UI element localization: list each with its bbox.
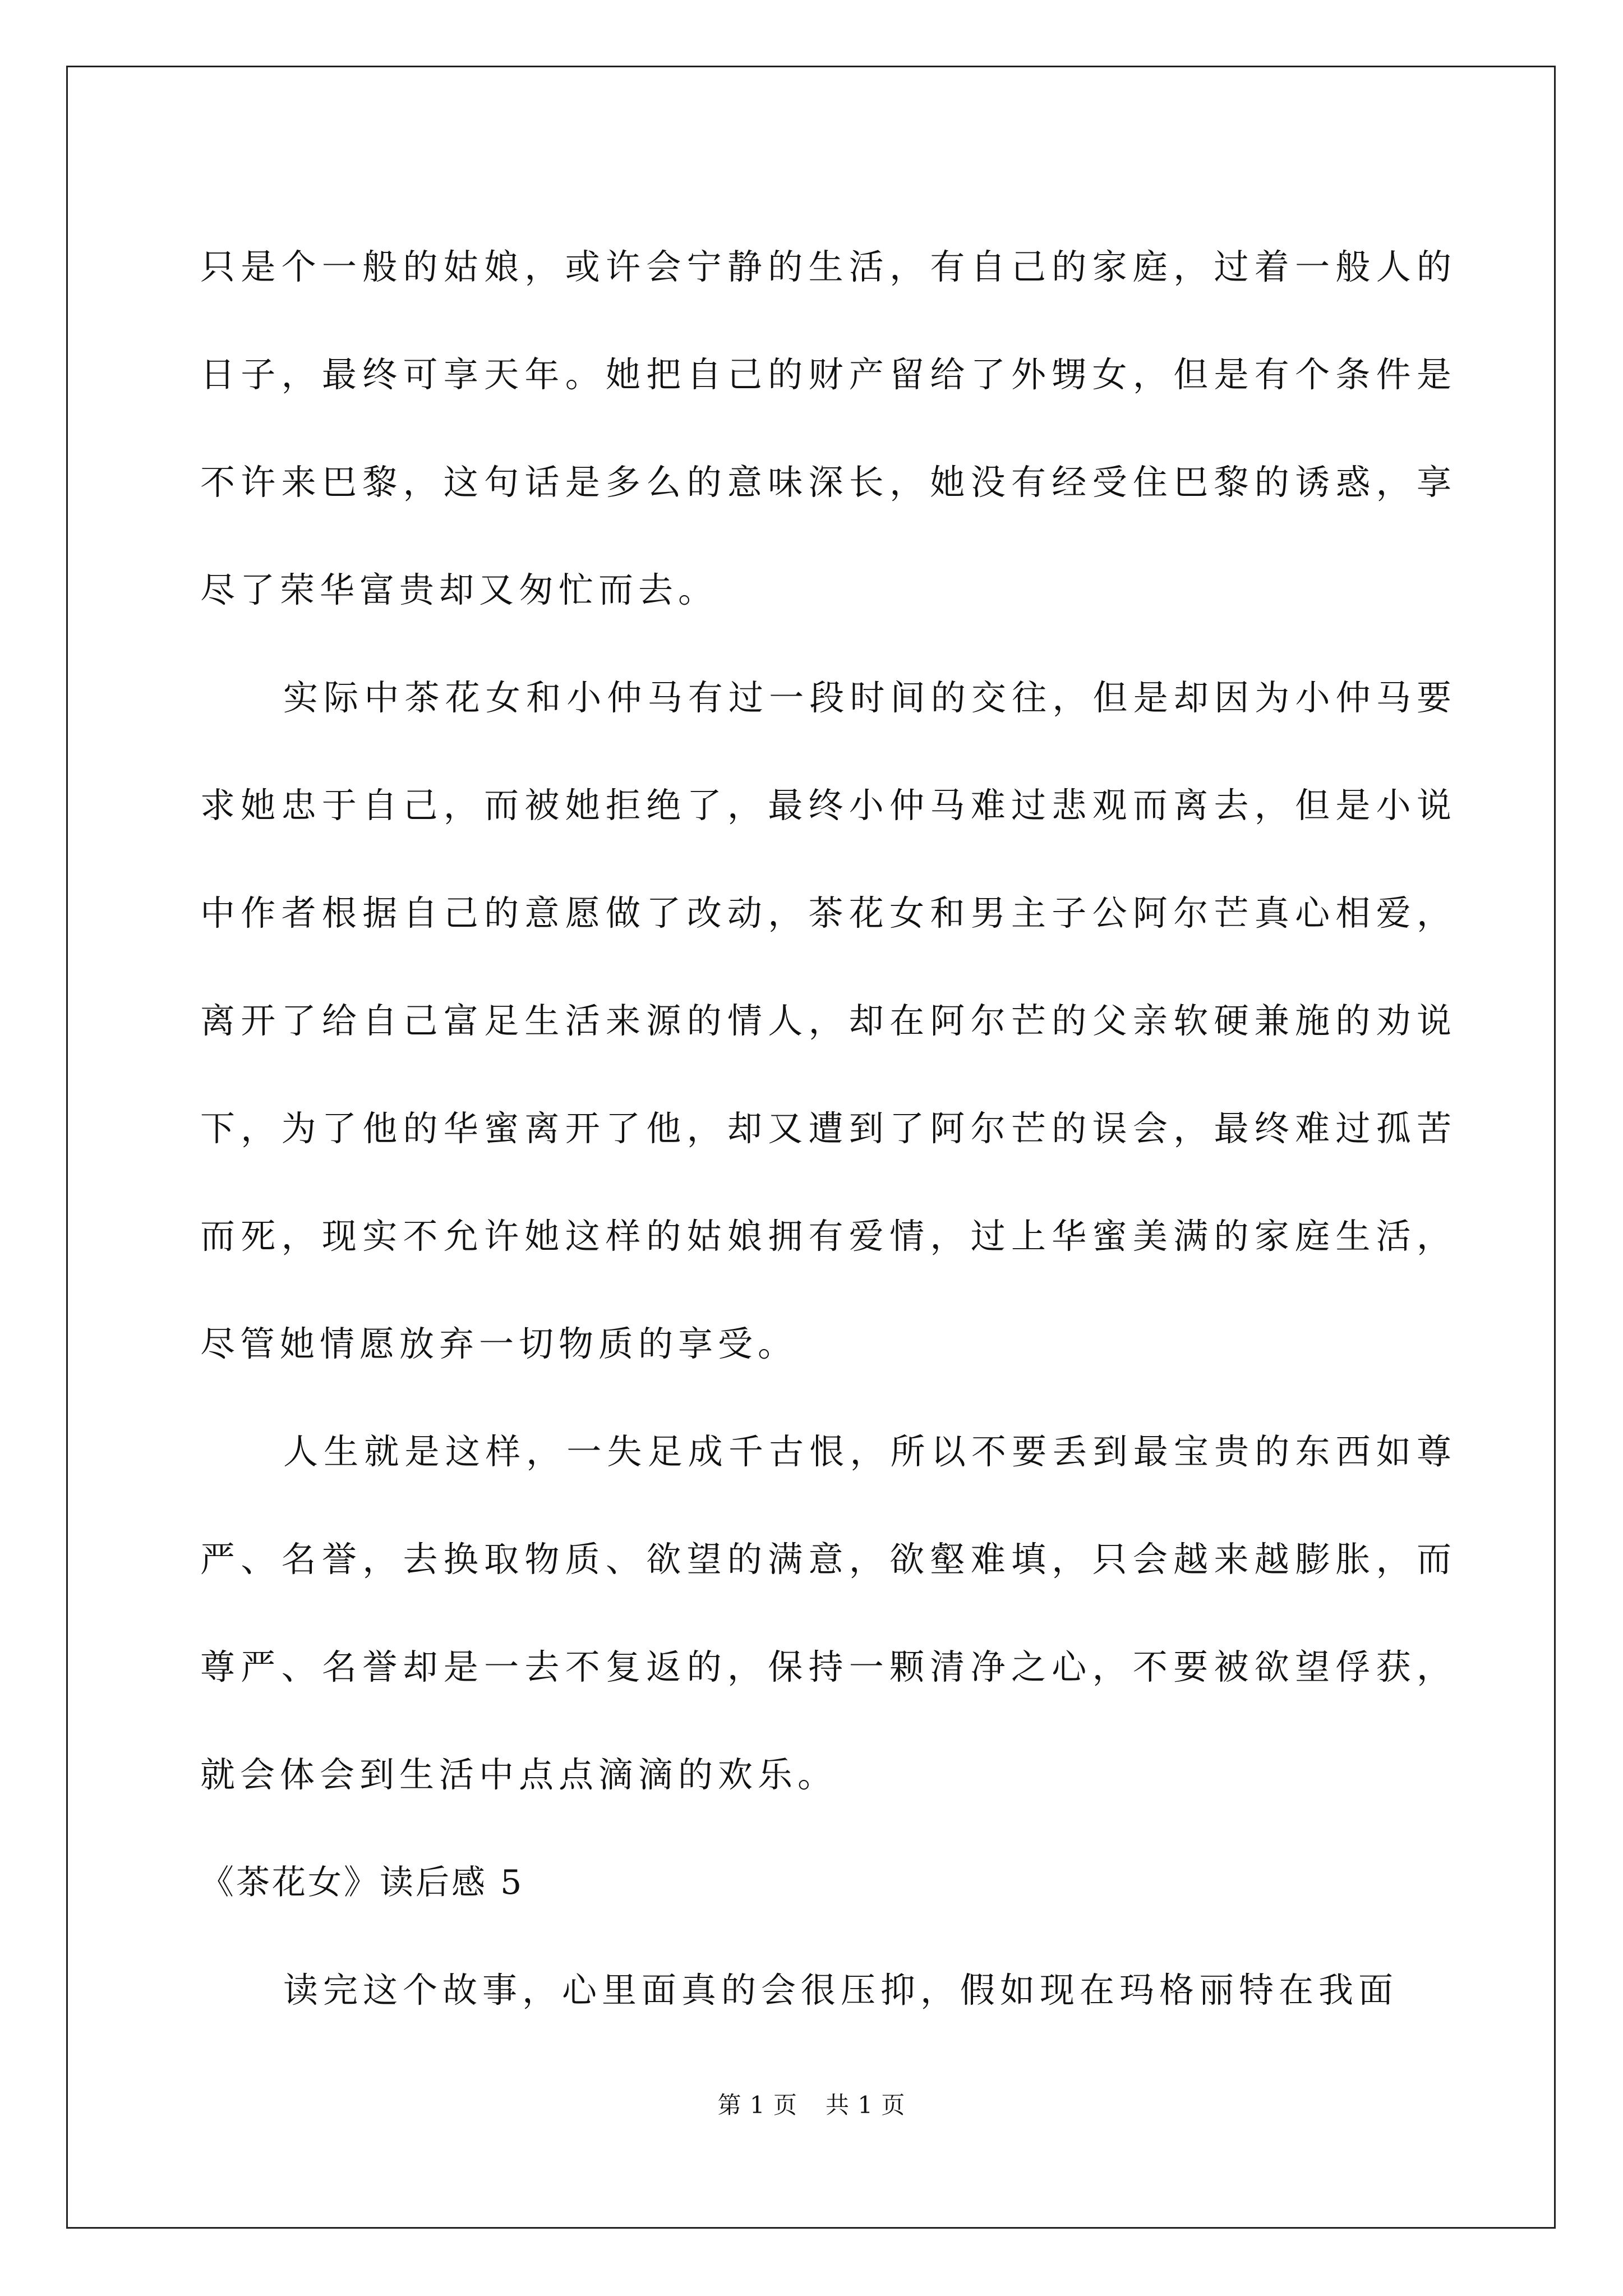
paragraph-3: 人生就是这样，一失足成千古恨，所以不要丢到最宝贵的东西如尊严、名誉，去换取物质、欲望的满意，欲壑难填，只会越来越膨胀，而尊严、名誉却是一去不复返的，保持一颗清净之心，不要被欲望俘获，就会体会到生活中点点滴滴的欢乐。	[200, 1431, 1456, 1795]
page-total: 共 1 页	[826, 2091, 906, 2119]
page-number: 第 1 页	[717, 2091, 797, 2119]
page-footer	[0, 2087, 1623, 2120]
paragraph-1: 只是个一般的姑娘，或许会宁静的生活，有自己的家庭，过着一般人的日子，最终可享天年。她把自己的财产留给了外甥女，但是有个条件是不许来巴黎，这句话是多么的意味深长，她没有经受住巴黎的诱惑，享尽了荣华富贵却又匆忙而去。	[200, 246, 1456, 610]
document-body	[200, 213, 1456, 2044]
paragraph-2: 实际中茶花女和小仲马有过一段时间的交往，但是却因为小仲马要求她忠于自己，而被她拒绝了，最终小仲马难过悲观而离去，但是小说中作者根据自己的意愿做了改动，茶花女和男主子公阿尔芒真心相爱，离开了给自己富足生活来源的情人，却在阿尔芒的父亲软硬兼施的劝说下，为了他的华蜜离开了他，却又遭到了阿尔芒的误会，最终难过孤苦而死，现实不允许她这样的姑娘拥有爱情，过上华蜜美满的家庭生活，尽管她情愿放弃一切物质的享受。	[200, 677, 1456, 1364]
paragraph-4: 读完这个故事，心里面真的会很压抑，假如现在玛格丽特在我面	[283, 1970, 1399, 2010]
section-heading: 《茶花女》读后感 5	[200, 1863, 524, 1902]
